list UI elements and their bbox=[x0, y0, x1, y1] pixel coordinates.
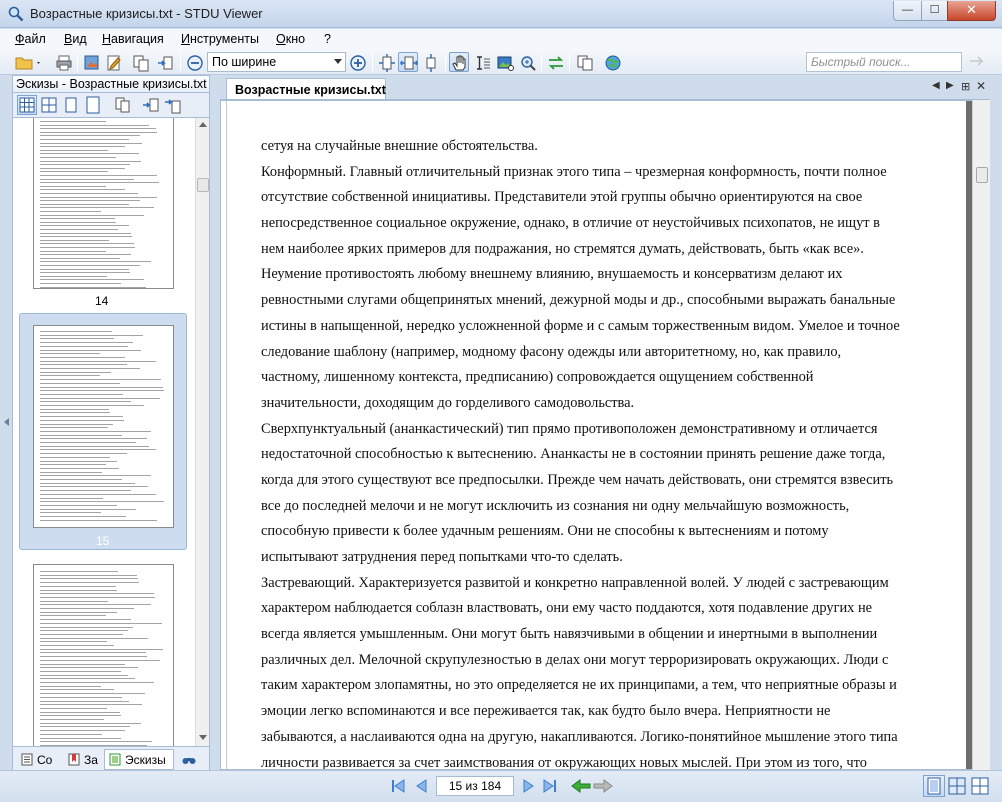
document-text-line: истины в напыщенной, нередко усложненной форме и с самым торжественным видом. Умелое и точное bbox=[261, 317, 900, 334]
export-text-icon bbox=[105, 54, 123, 72]
thumbnails-panel bbox=[12, 75, 212, 772]
thumbnail-text-line bbox=[40, 678, 135, 679]
thumbnail-toolbar bbox=[12, 93, 210, 117]
thumbnail-text-line bbox=[40, 342, 133, 343]
fit-width-icon bbox=[400, 54, 418, 72]
thumbnail-text-line bbox=[40, 269, 129, 270]
thumbnail-text-line bbox=[40, 597, 155, 598]
search-go-icon bbox=[967, 52, 987, 70]
thumbnail-page-15[interactable] bbox=[33, 325, 174, 528]
thumbnails-icon bbox=[109, 753, 121, 766]
magnifier-button[interactable] bbox=[517, 52, 537, 72]
thumbnail-text-line bbox=[40, 675, 128, 676]
thumbnail-text-line bbox=[40, 652, 146, 653]
thumbnail-text-line bbox=[40, 236, 132, 237]
thumbnail-text-line bbox=[40, 712, 120, 713]
scrollbar-thumb[interactable] bbox=[197, 178, 209, 192]
window-title: Возрастные кризисы.txt - STDU Viewer bbox=[30, 6, 263, 21]
thumbnail-text-line bbox=[40, 132, 157, 133]
fit-height-button[interactable] bbox=[420, 52, 440, 72]
thumbnail-text-line bbox=[40, 331, 112, 332]
thumbnail-text-line bbox=[40, 708, 107, 709]
copy-icon bbox=[132, 54, 150, 72]
zoom-in-button[interactable] bbox=[347, 52, 367, 72]
thumbnail-text-line bbox=[40, 361, 156, 362]
tab-prev-icon[interactable]: ◀ bbox=[932, 80, 940, 91]
magnifier-icon bbox=[519, 54, 537, 72]
thumbnail-text-line bbox=[40, 233, 131, 234]
thumbnail-text-line bbox=[40, 461, 117, 462]
document-text-line: недостаточной способностью к вытеснению. Ананкасты не в состоянии принять решение даже тогда, bbox=[261, 446, 886, 463]
thumbnail-text-line bbox=[40, 619, 131, 620]
thumbnail-text-line bbox=[40, 416, 123, 417]
grid-large-button[interactable] bbox=[39, 95, 59, 115]
thumbnail-text-line bbox=[40, 578, 138, 579]
zoom-select-value: По ширине bbox=[212, 55, 277, 69]
thumbnail-text-line bbox=[40, 704, 142, 705]
extract-pages-icon bbox=[142, 96, 160, 114]
thumbnail-text-line bbox=[40, 734, 102, 735]
thumbnail-text-line bbox=[40, 405, 144, 406]
hand-tool-button[interactable] bbox=[449, 52, 469, 72]
scroll-down-arrow-icon[interactable] bbox=[199, 735, 207, 740]
thumbnail-text-line bbox=[40, 730, 125, 731]
menu-help[interactable]: ? bbox=[324, 32, 331, 46]
image-select-button[interactable] bbox=[494, 52, 514, 72]
page-arrow-icon bbox=[156, 54, 174, 72]
thumbnail-text-line bbox=[40, 398, 160, 399]
thumbnail-text-line bbox=[40, 623, 162, 624]
thumbnail-text-line bbox=[40, 279, 144, 280]
document-text-line: забываются, а наслаиваются одна на другую, накапливаются. Логико-понятийное мышление этого типа bbox=[261, 728, 898, 745]
thumbnail-text-line bbox=[40, 265, 140, 266]
thumbnail-text-line bbox=[40, 575, 137, 576]
thumbnail-text-line bbox=[40, 254, 131, 255]
thumbnail-text-line bbox=[40, 287, 146, 288]
thumbnail-text-line bbox=[40, 409, 109, 410]
thumbnail-text-line bbox=[40, 464, 106, 465]
document-text-line: значительности, доходящим до горделивого самодовольства. bbox=[261, 394, 635, 411]
sync-button[interactable] bbox=[545, 52, 565, 72]
text-select-button[interactable] bbox=[472, 52, 492, 72]
thumbnail-text-line bbox=[40, 368, 140, 369]
thumbnail-text-line bbox=[40, 468, 119, 469]
thumbnail-text-line bbox=[40, 258, 120, 259]
previous-page-icon bbox=[412, 776, 430, 796]
thumbnail-text-line bbox=[40, 283, 121, 284]
tab-next-icon[interactable]: ▶ bbox=[946, 80, 954, 91]
first-page-icon bbox=[389, 776, 407, 796]
extract-pages-button[interactable] bbox=[141, 95, 161, 115]
app-logo-icon bbox=[8, 6, 24, 22]
thumbnail-text-line bbox=[40, 153, 139, 154]
document-text-line: отсутствие собственной инициативы. Представители этой группы обычно ориентируются на свое bbox=[261, 189, 863, 206]
maximize-button[interactable]: ☐ bbox=[921, 1, 948, 21]
thumbnail-text-line bbox=[40, 438, 147, 439]
single-page-view-icon bbox=[924, 776, 944, 796]
thumbnail-text-line bbox=[40, 251, 106, 252]
thumbnail-text-line bbox=[40, 608, 134, 609]
thumbnail-text-line bbox=[40, 346, 128, 347]
thumbnail-text-line bbox=[40, 571, 118, 572]
thumbnail-text-line bbox=[40, 193, 138, 194]
thumbnail-text-line bbox=[40, 335, 143, 336]
thumbnail-text-line bbox=[40, 357, 125, 358]
document-page-text[interactable] bbox=[261, 134, 961, 770]
document-tab-label: Возрастные кризисы.txt bbox=[235, 83, 386, 97]
thumbnail-text-line bbox=[40, 372, 111, 373]
thumbnail-text-line bbox=[40, 442, 136, 443]
thumbnail-text-line bbox=[40, 135, 140, 136]
next-page-button[interactable] bbox=[520, 776, 538, 796]
thumbnail-text-line bbox=[40, 375, 100, 376]
thumbnail-text-line bbox=[40, 261, 151, 262]
thumbnail-text-line bbox=[40, 689, 114, 690]
thumbnail-page-16[interactable] bbox=[33, 564, 174, 747]
thumbnail-text-line bbox=[40, 686, 101, 687]
minimize-button[interactable]: — bbox=[893, 1, 922, 21]
thumbnail-text-line bbox=[40, 427, 108, 428]
thumbnail-text-line bbox=[40, 627, 133, 628]
thumbnail-text-line bbox=[40, 222, 116, 223]
thumbnail-text-line bbox=[40, 693, 145, 694]
thumbnail-text-line bbox=[40, 401, 131, 402]
insert-pages-button[interactable] bbox=[163, 95, 183, 115]
thumbnail-text-line bbox=[40, 682, 154, 683]
pages-icon bbox=[576, 54, 594, 72]
title-bar bbox=[0, 0, 1002, 28]
thumbnail-text-line bbox=[40, 243, 134, 244]
thumbnail-text-line bbox=[40, 161, 141, 162]
open-button[interactable] bbox=[12, 52, 42, 72]
thumbnail-text-line bbox=[40, 582, 139, 583]
thumbnail-text-line bbox=[40, 509, 136, 510]
document-text-line: эмоции легко вспоминаются и все переживается так, как будто было вчера. Неприятности не bbox=[261, 703, 831, 720]
thumbnail-text-line bbox=[40, 272, 130, 273]
document-text-line: частному, лишенному контекста, предписанию) сопровождается ощущением собственной bbox=[261, 369, 814, 386]
globe-icon bbox=[604, 54, 622, 72]
thumbnail-text-line bbox=[40, 745, 147, 746]
grid-small-button[interactable] bbox=[17, 95, 37, 115]
thumbnail-text-line bbox=[40, 240, 109, 241]
thumbnail-text-line bbox=[40, 211, 101, 212]
thumbnail-text-line bbox=[40, 634, 123, 635]
status-bar bbox=[0, 770, 1002, 802]
menu-navigation[interactable]: Навигация bbox=[102, 32, 164, 46]
thumbnail-text-line bbox=[40, 247, 135, 248]
thumbnail-text-line bbox=[40, 494, 156, 495]
thumbnail-page-number: 14 bbox=[95, 294, 109, 308]
thumbnail-text-line bbox=[40, 431, 151, 432]
document-text-line: следование шаблону (например, модному фасону одежды или авторитетному, но, как правило, bbox=[261, 343, 842, 360]
thumbnail-text-line bbox=[40, 475, 151, 476]
side-panel-tabs bbox=[12, 747, 210, 772]
thumbnail-text-line bbox=[40, 168, 125, 169]
thumbnail-text-line bbox=[40, 139, 129, 140]
thumbnail-text-line bbox=[40, 741, 152, 742]
thumbnail-text-line bbox=[40, 697, 122, 698]
zoom-select[interactable] bbox=[207, 52, 346, 72]
tab-contents-label: Со bbox=[37, 753, 53, 767]
document-text-line: испытывают затруднения перед попытками что-то сделать. bbox=[261, 549, 623, 565]
document-text-line: таким характером злопамятны, но это определяется не их принципами, а тем, что неприятные образы и bbox=[261, 677, 897, 694]
thumbnail-text-line bbox=[40, 453, 127, 454]
folder-open-icon bbox=[14, 54, 42, 72]
web-button[interactable] bbox=[602, 52, 622, 72]
large-page-button[interactable] bbox=[83, 95, 103, 115]
thumbnail-text-line bbox=[40, 660, 160, 661]
text-select-icon bbox=[474, 54, 492, 72]
thumbnail-text-line bbox=[40, 649, 163, 650]
thumbnail-text-line bbox=[40, 586, 116, 587]
thumbnail-text-line bbox=[40, 483, 135, 484]
thumbnail-text-line bbox=[40, 671, 121, 672]
bookmark-icon bbox=[68, 753, 80, 766]
quick-search-input[interactable]: Быстрый поиск... bbox=[806, 52, 962, 72]
chevron-down-icon bbox=[334, 59, 342, 64]
tab-close-icon[interactable]: ✕ bbox=[976, 79, 987, 93]
document-text-line: непосредственное социальное окружение, однако, в отличие от неустойчивых психопатов, не ищут в bbox=[261, 215, 880, 232]
thumbnail-text-line bbox=[40, 667, 138, 668]
history-forward-button[interactable] bbox=[592, 776, 614, 796]
previous-page-button[interactable] bbox=[412, 776, 430, 796]
document-text-line: ревностными слугами общепринятых мнений, дежурной моды и др., способными выражать банальные bbox=[261, 292, 896, 309]
single-page-icon bbox=[62, 96, 80, 114]
thumbnail-text-line bbox=[40, 715, 121, 716]
thumbnails-list[interactable] bbox=[12, 117, 210, 747]
document-text-line: Застревающий. Характеризуется развитой и конкретно направленной волей. У людей с застревающим bbox=[261, 574, 889, 591]
thumbnail-text-line bbox=[40, 394, 123, 395]
menu-bar bbox=[0, 29, 1002, 49]
document-text-line: Неумение противостоять любому внешнему влиянию, внушаемость и консерватизм делают их bbox=[261, 266, 843, 283]
tab-bookmarks[interactable] bbox=[63, 749, 101, 770]
thumbnail-text-line bbox=[40, 604, 151, 605]
thumbnail-text-line bbox=[40, 601, 108, 602]
thumbnail-text-line bbox=[40, 150, 108, 151]
thumbnail-text-line bbox=[40, 146, 125, 147]
thumbnail-text-line bbox=[40, 225, 129, 226]
thumbnail-text-line bbox=[40, 157, 116, 158]
menu-window[interactable]: Окно bbox=[276, 32, 306, 46]
document-text-line: нем наиболее ярких примеров для подражания, но стремятся думать, действовать, быть «как все». bbox=[261, 240, 864, 257]
menu-view[interactable]: Вид bbox=[64, 32, 87, 46]
tab-thumbnails-label: Эскизы bbox=[125, 753, 166, 767]
document-text-line: различных дел. Мелочной скрупулезностью в делах они могут терроризировать окружающих. Люди с bbox=[261, 651, 889, 668]
thumbnails-scrollbar[interactable] bbox=[195, 118, 210, 746]
thumbnail-text-line bbox=[40, 204, 129, 205]
thumbnail-text-line bbox=[40, 338, 114, 339]
menu-file[interactable]: Файл bbox=[15, 32, 46, 46]
thumbnail-text-line bbox=[40, 457, 110, 458]
thumbnail-text-line bbox=[40, 738, 121, 739]
contents-icon bbox=[21, 753, 33, 766]
thumbnail-text-line bbox=[40, 189, 125, 190]
thumbnail-text-line bbox=[40, 164, 130, 165]
search-results-icon bbox=[182, 753, 196, 766]
swap-arrows-icon bbox=[547, 54, 565, 72]
thumbnail-text-line bbox=[40, 498, 103, 499]
tab-thumbnails[interactable] bbox=[104, 749, 174, 770]
thumbnail-text-line bbox=[40, 486, 148, 487]
tab-list-icon[interactable]: ⊞ bbox=[961, 81, 971, 93]
thumbnail-text-line bbox=[40, 520, 157, 521]
thumbnail-text-line bbox=[40, 479, 122, 480]
fit-height-icon bbox=[422, 54, 440, 72]
thumbnail-text-line bbox=[40, 501, 164, 502]
duplicate-button[interactable] bbox=[574, 52, 594, 72]
thumbnail-text-line bbox=[40, 182, 159, 183]
thumbnail-text-line bbox=[40, 446, 149, 447]
thumbnail-text-line bbox=[40, 390, 164, 391]
thumbnail-text-line bbox=[40, 171, 108, 172]
thumbnail-text-line bbox=[40, 424, 113, 425]
print-button[interactable] bbox=[53, 52, 73, 72]
hand-icon bbox=[451, 54, 469, 72]
tab-bookmarks-label: За bbox=[84, 753, 98, 767]
document-text-line: всегда является умышленным. Они могут быть навязчивыми в общении и инертными в выполнении bbox=[261, 626, 878, 643]
grid-small-icon bbox=[18, 96, 36, 114]
thumbnail-text-line bbox=[40, 641, 107, 642]
view-continuous-button[interactable] bbox=[969, 775, 991, 797]
thumbnail-text-line bbox=[40, 175, 157, 176]
thumbnail-text-line bbox=[40, 664, 125, 665]
thumbnail-text-line bbox=[40, 276, 107, 277]
thumbnail-text-line bbox=[40, 412, 110, 413]
grid-view-icon bbox=[947, 776, 967, 796]
copy-thumb-button[interactable] bbox=[113, 95, 133, 115]
insert-pages-icon bbox=[164, 96, 182, 114]
document-text-line: все до последней мелочи и не могут исключить из сознания ни одну мельчайшую возможность, bbox=[261, 497, 850, 514]
document-text-line: характером наблюдается соблазн властвовать, они ему часто поддаются, хотя подавление других не bbox=[261, 600, 873, 617]
document-text-line: когда для этого существуют все предпосылки. Прежде чем начать действовать, они стремятся взвесить bbox=[261, 471, 894, 488]
forward-arrow-icon bbox=[592, 776, 614, 796]
document-viewport[interactable] bbox=[220, 100, 990, 770]
thumbnail-text-line bbox=[40, 420, 124, 421]
thumbnail-text-line bbox=[40, 200, 140, 201]
export-image-button[interactable] bbox=[81, 52, 101, 72]
thumbnail-text-line bbox=[40, 387, 163, 388]
large-page-icon bbox=[84, 96, 102, 114]
document-text-line: способную привести к более удачным решениям. Они не способны к вытеснениям и потому bbox=[261, 523, 829, 540]
thumbnail-text-line bbox=[40, 215, 144, 216]
thumbnail-text-line bbox=[40, 179, 134, 180]
collapse-panel-arrow-icon[interactable] bbox=[4, 418, 9, 426]
thumbnail-text-line bbox=[40, 197, 157, 198]
grid-large-icon bbox=[40, 96, 58, 114]
export-image-icon bbox=[83, 54, 101, 72]
panel-title: Эскизы - Возрастные кризисы.txt bbox=[12, 75, 210, 93]
thumbnail-text-line bbox=[40, 615, 106, 616]
thumbnail-text-line bbox=[40, 353, 100, 354]
copy-pages-icon bbox=[114, 96, 132, 114]
back-arrow-icon bbox=[570, 776, 592, 796]
thumbnail-text-line bbox=[40, 701, 129, 702]
copy-button[interactable] bbox=[130, 52, 150, 72]
thumbnail-text-line bbox=[40, 726, 130, 727]
thumbnail-text-line bbox=[40, 723, 141, 724]
document-text-line: Сверхпунктуальный (ананкастический) тип прямо противоположен демонстративному и отличается bbox=[261, 420, 878, 437]
thumbnail-text-line bbox=[40, 505, 117, 506]
history-back-button[interactable] bbox=[570, 776, 592, 796]
thumbnail-text-line bbox=[40, 656, 147, 657]
thumbnail-text-line bbox=[40, 218, 115, 219]
continuous-view-icon bbox=[970, 776, 990, 796]
fit-page-icon bbox=[378, 54, 396, 72]
thumbnail-text-line bbox=[40, 630, 128, 631]
document-text-line: Конформный. Главный отличительный признак этого типа – чрезмерная конформность, почти полное bbox=[261, 163, 887, 180]
thumbnail-text-line bbox=[40, 128, 156, 129]
scroll-up-arrow-icon[interactable] bbox=[199, 122, 207, 127]
thumbnail-text-line bbox=[40, 593, 154, 594]
thumbnail-text-line bbox=[40, 435, 122, 436]
thumbnail-text-line bbox=[40, 512, 101, 513]
document-text-line: сетуя на случайные внешние обстоятельства. bbox=[261, 138, 538, 154]
thumbnail-text-line bbox=[40, 229, 118, 230]
page-setup-button[interactable] bbox=[154, 52, 174, 72]
fit-page-button[interactable] bbox=[376, 52, 396, 72]
tab-search-results[interactable] bbox=[177, 749, 205, 770]
zoom-out-icon bbox=[186, 54, 204, 72]
document-scrollbar[interactable] bbox=[972, 100, 990, 770]
thumbnail-text-line bbox=[40, 186, 106, 187]
menu-tools[interactable]: Инструменты bbox=[181, 32, 259, 46]
last-page-button[interactable] bbox=[541, 776, 559, 796]
printer-icon bbox=[55, 54, 73, 72]
next-page-icon bbox=[520, 776, 538, 796]
thumbnail-text-line bbox=[40, 638, 148, 639]
last-page-icon bbox=[541, 776, 559, 796]
thumbnail-text-line bbox=[40, 383, 120, 384]
thumbnail-text-line bbox=[40, 612, 117, 613]
scrollbar-thumb[interactable] bbox=[976, 167, 988, 183]
thumbnail-page-number: 15 bbox=[96, 534, 110, 548]
search-go-button[interactable] bbox=[967, 52, 989, 72]
zoom-out-button[interactable] bbox=[184, 52, 204, 72]
thumbnail-page-14[interactable] bbox=[33, 117, 174, 289]
tab-contents[interactable] bbox=[16, 749, 60, 770]
view-two-pages-button[interactable] bbox=[946, 775, 968, 797]
page-number-input[interactable]: 15 из 184 bbox=[436, 776, 514, 796]
first-page-button[interactable] bbox=[389, 776, 407, 796]
thumbnail-text-line bbox=[40, 472, 102, 473]
thumbnail-text-line bbox=[40, 516, 126, 517]
thumbnail-text-line bbox=[40, 719, 104, 720]
thumbnail-text-line bbox=[40, 379, 161, 380]
fit-width-button[interactable] bbox=[398, 52, 418, 72]
thumbnail-text-line bbox=[40, 125, 149, 126]
single-page-button[interactable] bbox=[61, 95, 81, 115]
thumbnail-text-line bbox=[40, 449, 156, 450]
export-text-button[interactable] bbox=[103, 52, 123, 72]
thumbnail-text-line bbox=[40, 143, 142, 144]
document-text-line: личности развивается за счет заимствования от окружающих новых мыслей. При этом из того, что bbox=[261, 754, 867, 770]
thumbnail-text-line bbox=[40, 645, 114, 646]
thumbnail-text-line bbox=[40, 207, 154, 208]
thumbnail-text-line bbox=[40, 350, 141, 351]
view-single-page-button[interactable] bbox=[923, 775, 945, 797]
thumbnail-text-line bbox=[40, 590, 117, 591]
close-button[interactable]: ✕ bbox=[947, 1, 996, 21]
thumbnail-text-line bbox=[40, 364, 127, 365]
thumbnail-text-line bbox=[40, 121, 106, 122]
thumbnail-text-line bbox=[40, 490, 131, 491]
zoom-in-icon bbox=[349, 54, 367, 72]
image-select-icon bbox=[496, 54, 514, 72]
page-left-edge bbox=[221, 101, 227, 770]
document-tab[interactable] bbox=[226, 78, 386, 100]
